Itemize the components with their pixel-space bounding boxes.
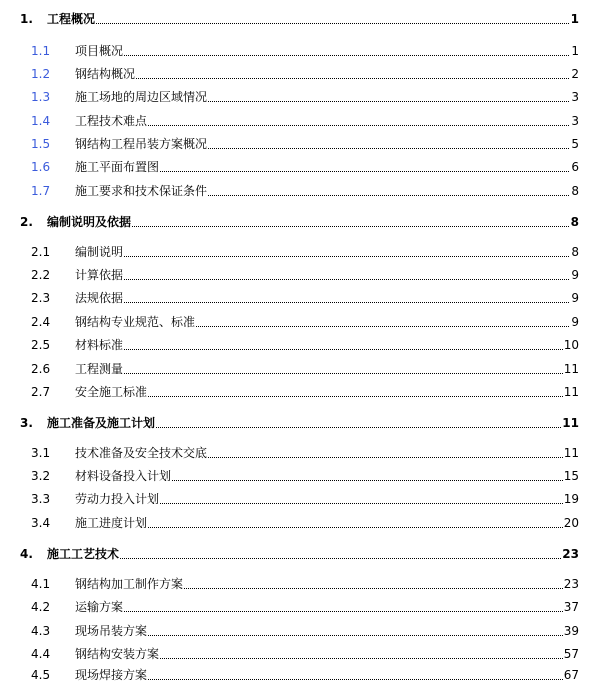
dot-leader: [75, 396, 575, 397]
toc-title: 施工平面布置图: [75, 160, 160, 174]
toc-number: 1.5: [31, 137, 51, 151]
toc-title: 施工进度计划: [75, 516, 148, 530]
toc-number: 3.2: [31, 469, 51, 483]
toc-title: 材料设备投入计划: [75, 469, 172, 483]
toc-title: 安全施工标准: [75, 385, 148, 399]
toc-page-number: 1: [571, 44, 579, 58]
toc-title: 施工场地的周边区域情况: [75, 90, 208, 104]
toc-title: 现场吊装方案: [75, 624, 148, 638]
toc-page-number: 8: [571, 245, 579, 259]
toc-number: 2.7: [31, 385, 51, 399]
toc-title: 施工要求和技术保证条件: [75, 184, 208, 198]
dot-leader: [75, 78, 575, 79]
toc-page-number: 9: [571, 315, 579, 329]
toc-entry-4-4[interactable]: [0, 645, 615, 663]
toc-title: 技术准备及安全技术交底: [75, 446, 208, 460]
dot-leader: [75, 527, 575, 528]
toc-entry-1-3[interactable]: [0, 88, 615, 106]
toc-number: 1.1: [31, 44, 51, 58]
toc-entry-3-2[interactable]: [0, 467, 615, 485]
toc-page-number: 9: [571, 268, 579, 282]
toc-page-number: 23: [562, 547, 579, 561]
toc-number: 1.6: [31, 160, 51, 174]
dot-leader: [75, 55, 575, 56]
toc-page-number: 23: [563, 577, 579, 591]
toc-number: 3.4: [31, 516, 51, 530]
toc-title: 编制说明: [75, 245, 124, 259]
toc-number: 4.5: [31, 668, 51, 682]
toc-number: 2.5: [31, 338, 51, 352]
toc-entry-section-1[interactable]: [0, 10, 615, 28]
toc-page-number: 11: [562, 416, 579, 430]
toc-title: 劳动力投入计划: [75, 492, 160, 506]
toc-number: 1.7: [31, 184, 51, 198]
toc-entry-2-4[interactable]: [0, 313, 615, 331]
toc-page-number: 15: [563, 469, 579, 483]
toc-number: 1.4: [31, 114, 51, 128]
toc-title: 法规依据: [75, 291, 124, 305]
toc-page-number: 37: [563, 600, 579, 614]
toc-page-number: 3: [571, 114, 579, 128]
toc-number: 3.3: [31, 492, 51, 506]
dot-leader: [75, 373, 575, 374]
toc-title: 现场焊接方案: [75, 668, 148, 682]
toc-page-number: 9: [571, 291, 579, 305]
toc-entry-2-2[interactable]: [0, 266, 615, 284]
toc-entry-2-3[interactable]: [0, 289, 615, 307]
toc-number: 2.6: [31, 362, 51, 376]
toc-page-number: 57: [563, 647, 579, 661]
toc-entry-section-3[interactable]: [0, 414, 615, 432]
toc-number: 4.2: [31, 600, 51, 614]
toc-page-number: 67: [563, 668, 579, 682]
toc-entry-1-1[interactable]: [0, 42, 615, 60]
toc-title: 施工准备及施工计划: [47, 416, 156, 430]
toc-number: 4.3: [31, 624, 51, 638]
toc-page-number: 2: [571, 67, 579, 81]
toc-page-number: 19: [563, 492, 579, 506]
toc-entry-1-6[interactable]: [0, 158, 615, 176]
toc-page-number: 10: [563, 338, 579, 352]
toc-entry-1-2[interactable]: [0, 65, 615, 83]
toc-title: 钢结构专业规范、标准: [75, 315, 196, 329]
toc-entry-4-5[interactable]: [0, 666, 615, 684]
dot-leader: [47, 23, 575, 24]
toc-number: 2.4: [31, 315, 51, 329]
dot-leader: [47, 558, 575, 559]
toc-number: 3.1: [31, 446, 51, 460]
toc-title: 工程技术难点: [75, 114, 148, 128]
dot-leader: [75, 302, 575, 303]
toc-number: 1.3: [31, 90, 51, 104]
toc-title: 计算依据: [75, 268, 124, 282]
dot-leader: [75, 279, 575, 280]
toc-entry-2-7[interactable]: [0, 383, 615, 401]
toc-page-number: 11: [563, 362, 579, 376]
toc-page-number: 5: [571, 137, 579, 151]
dot-leader: [75, 611, 575, 612]
toc-entry-4-3[interactable]: [0, 622, 615, 640]
toc-number: 4.1: [31, 577, 51, 591]
toc-title: 编制说明及依据: [47, 215, 132, 229]
toc-number: 4.: [20, 547, 33, 561]
toc-page-number: 11: [563, 385, 579, 399]
toc-number: 1.: [20, 12, 33, 26]
toc-entry-3-3[interactable]: [0, 490, 615, 508]
toc-entry-4-2[interactable]: [0, 598, 615, 616]
toc-entry-1-7[interactable]: [0, 182, 615, 200]
toc-entry-2-5[interactable]: [0, 336, 615, 354]
toc-page-number: 39: [563, 624, 579, 638]
toc-title: 施工工艺技术: [47, 547, 120, 561]
toc-entry-2-1[interactable]: [0, 243, 615, 261]
toc-page-number: 1: [570, 12, 579, 26]
toc-number: 4.4: [31, 647, 51, 661]
toc-title: 钢结构概况: [75, 67, 136, 81]
toc-title: 材料标准: [75, 338, 124, 352]
toc-title: 钢结构安装方案: [75, 647, 160, 661]
toc-entry-3-1[interactable]: [0, 444, 615, 462]
toc-title: 工程测量: [75, 362, 124, 376]
toc-number: 2.2: [31, 268, 51, 282]
toc-page-number: 6: [571, 160, 579, 174]
toc-title: 运输方案: [75, 600, 124, 614]
toc-entry-1-4[interactable]: [0, 112, 615, 130]
dot-leader: [75, 635, 575, 636]
toc-entry-1-5[interactable]: [0, 135, 615, 153]
toc-page-number: 8: [570, 215, 579, 229]
toc-number: 2.3: [31, 291, 51, 305]
toc-title: 钢结构工程吊装方案概况: [75, 137, 208, 151]
toc-number: 1.2: [31, 67, 51, 81]
toc-entry-4-1[interactable]: [0, 575, 615, 593]
toc-title: 工程概况: [47, 12, 96, 26]
toc-entry-3-4[interactable]: [0, 514, 615, 532]
toc-number: 2.: [20, 215, 33, 229]
dot-leader: [75, 125, 575, 126]
toc-page-number: 20: [563, 516, 579, 530]
toc-page-number: 11: [563, 446, 579, 460]
toc-entry-section-2[interactable]: [0, 213, 615, 231]
toc-entry-section-4[interactable]: [0, 545, 615, 563]
toc-entry-2-6[interactable]: [0, 360, 615, 378]
dot-leader: [75, 679, 575, 680]
dot-leader: [75, 349, 575, 350]
dot-leader: [75, 256, 575, 257]
toc-number: 2.1: [31, 245, 51, 259]
toc-number: 3.: [20, 416, 33, 430]
toc-page-number: 3: [571, 90, 579, 104]
toc-page-number: 8: [571, 184, 579, 198]
toc-title: 项目概况: [75, 44, 124, 58]
toc-title: 钢结构加工制作方案: [75, 577, 184, 591]
